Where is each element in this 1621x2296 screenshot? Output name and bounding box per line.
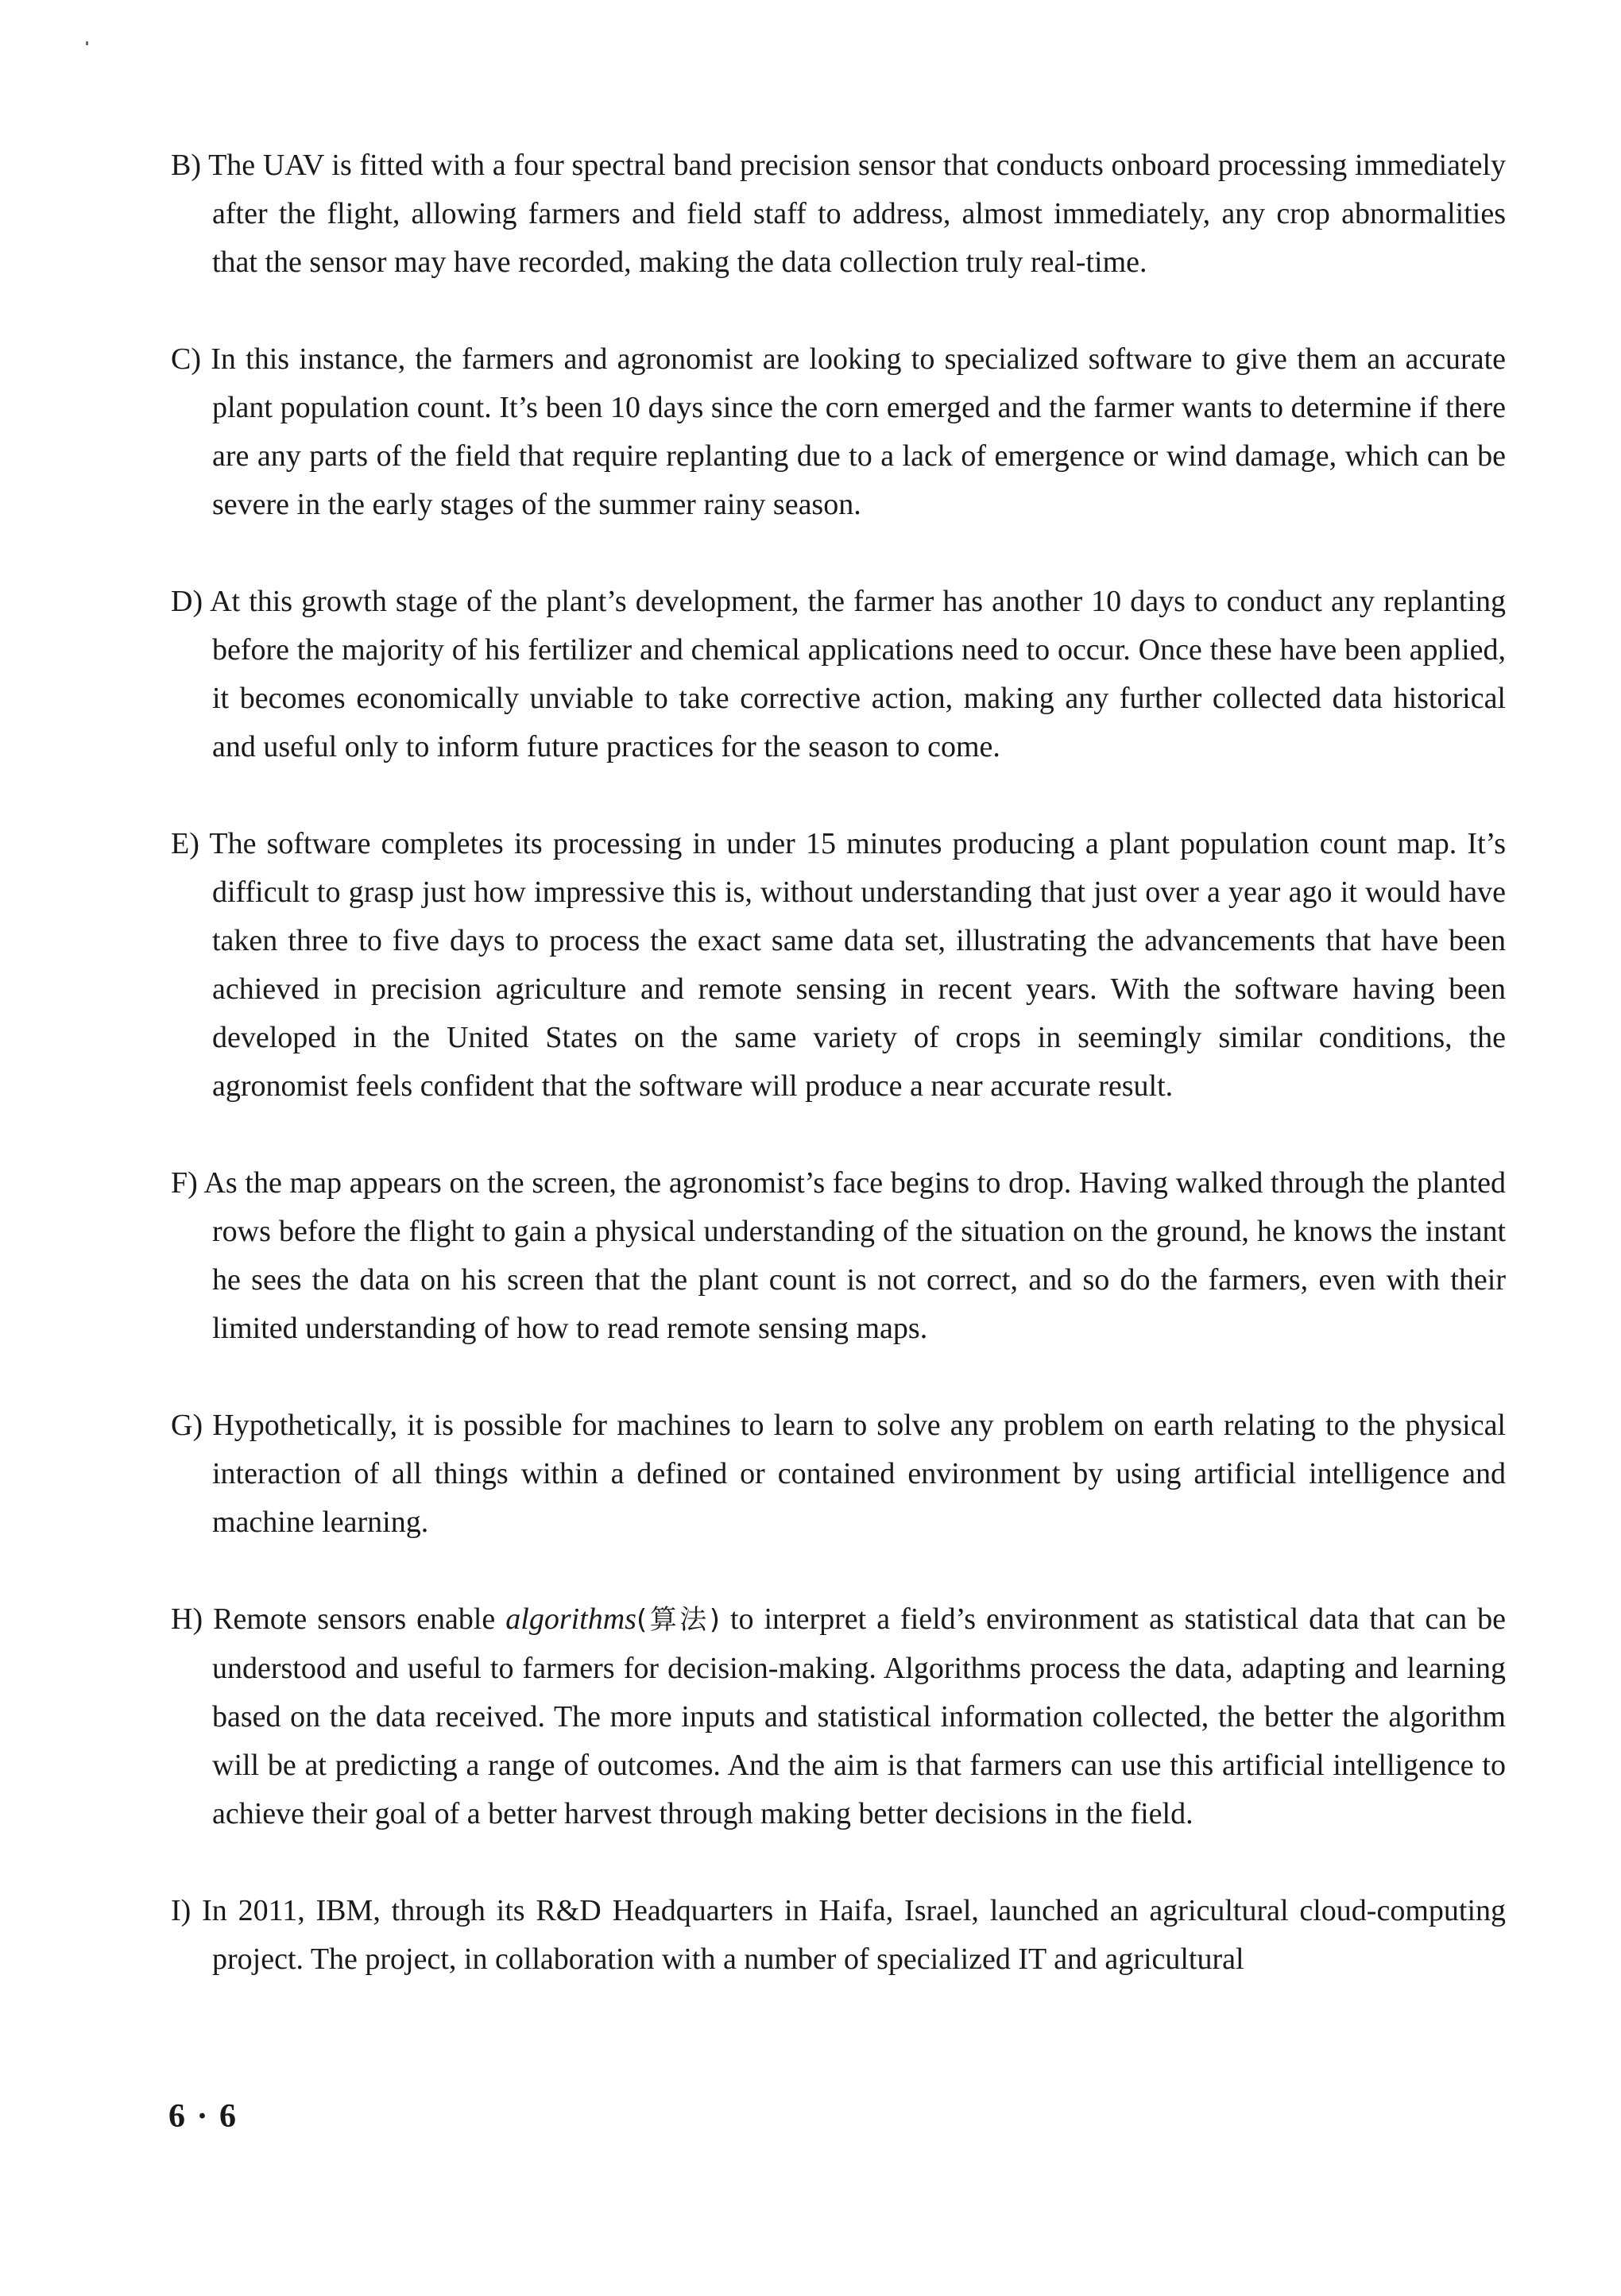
paragraph-c: [171, 335, 1506, 529]
paragraph-letter: B): [171, 149, 201, 182]
paragraph-letter: H): [171, 1602, 203, 1636]
paragraph-text: The software completes its processing in under 15 minutes producing a plant population count map. It’s difficult to grasp just how impressive this is, without understanding that just over a year ago it would have taken three to five days to process the exact same data set, illustrating the advancements that have been achieved in precision agriculture and remote sensing in recent years. With the software having been developed in the United States on the same variety of crops in seemingly similar conditions, the agronomist feels confident that the software will produce a near accurate result.: [209, 827, 1506, 1103]
scan-speck: [86, 41, 88, 45]
paragraph-letter: F): [171, 1166, 198, 1200]
paragraph-text-after: to interpret a field’s environment as statistical data that can be understood and useful to farmers for decision-making. Algorithms process the data, adapting and learning based on the data received. The more inputs and statistical information collected, the better the algorithm will be at predicting a range of outcomes. And the aim is that farmers can use this artificial intelligence to achieve their goal of a better harvest through making better decisions in the field.: [212, 1602, 1507, 1830]
paragraph-text: Hypothetically, it is possible for machines to learn to solve any problem on earth relating to the physical interaction of all things within a defined or contained environment by using artificial intelligence and machine learning.: [212, 1409, 1506, 1539]
paragraph-letter: G): [171, 1409, 203, 1442]
paragraph-i: [171, 1887, 1506, 1984]
paragraph-text: The UAV is fitted with a four spectral band precision sensor that conducts onboard processing immediately after the flight, allowing farmers and field staff to address, almost immediately, any crop abnormalities that the sensor may have recorded, making the data collection truly real-time.: [208, 149, 1506, 279]
paragraph-letter: E): [171, 827, 199, 860]
paragraph-h: [171, 1595, 1506, 1838]
paragraph-text: In this instance, the farmers and agronomist are looking to specialized software to give them an accurate plant population count. It’s been 10 days since the corn emerged and the farmer wants to determine if there are any parts of the field that require replanting due to a lack of emergence or wind damage, which can be severe in the early stages of the summer rainy season.: [211, 342, 1506, 521]
paragraph-list: [171, 141, 1506, 1984]
paragraph-text-before: Remote sensors enable: [213, 1602, 496, 1636]
paragraph-letter: D): [171, 585, 203, 618]
paragraph-f: [171, 1159, 1506, 1353]
paragraph-b: [171, 141, 1506, 287]
paragraph-letter: I): [171, 1894, 192, 1927]
paragraph-letter: C): [171, 342, 201, 376]
paragraph-text: In 2011, IBM, through its R&D Headquarters in Haifa, Israel, launched an agricultural cloud-computing project. The project, in collaboration with a number of specialized IT and agricultural: [202, 1894, 1506, 1976]
paragraph-e: [171, 820, 1506, 1111]
paragraph-g: [171, 1401, 1506, 1547]
paragraph-text: At this growth stage of the plant’s development, the farmer has another 10 days to conduct any replanting before the majority of his fertilizer and chemical applications need to occur. Once these have been applied, it becomes economically unviable to take corrective action, making any further collected data historical and useful only to inform future practices for the season to come.: [210, 585, 1507, 763]
paragraph-text: As the map appears on the screen, the agronomist’s face begins to drop. Having walked through the planted rows before the flight to gain a physical understanding of the situation on the ground, he knows the instant he sees the data on his screen that the plant count is not correct, and so do the farmers, even with their limited understanding of how to read remote sensing maps.: [203, 1166, 1507, 1345]
paragraph-d: [171, 578, 1506, 771]
chinese-gloss: (算法): [636, 1604, 720, 1636]
italic-term: algorithms: [505, 1602, 636, 1636]
page-number: 6 · 6: [168, 2098, 238, 2135]
